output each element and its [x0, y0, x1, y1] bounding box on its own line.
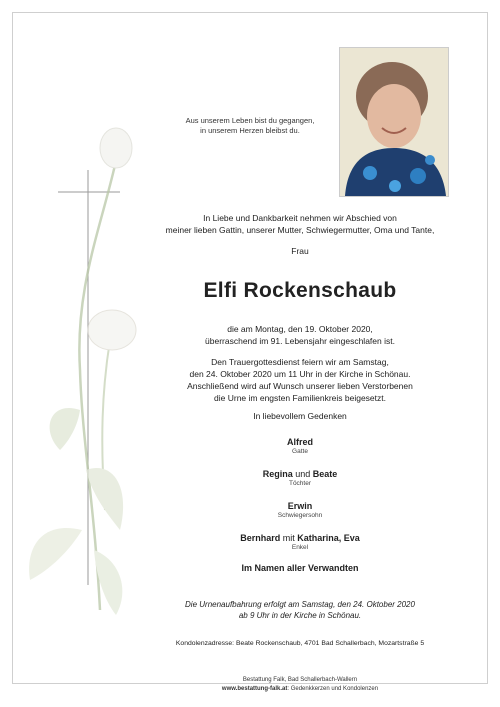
motto-line: Aus unserem Leben bist du gegangen,	[185, 116, 315, 125]
deceased-name: Elfi Rockenschaub	[203, 279, 397, 302]
mourner-name	[120, 469, 480, 479]
mourner-role: Schwiegersohn	[277, 512, 323, 519]
gedenken-heading: In liebevollem Gedenken	[253, 411, 347, 421]
mourner-role: Enkel	[291, 544, 309, 551]
mourner-entry	[120, 437, 480, 455]
service-line: den 24. Oktober 2020 um 11 Uhr in der Kirche in Schönau.	[189, 369, 411, 379]
portrait-photo	[339, 47, 449, 197]
footer-web-rest: : Gedenkkerzen und Kondolenzen	[287, 686, 379, 692]
mourner-first: Alfred	[286, 437, 313, 447]
condolence-address: Kondolenzadresse: Beate Rockenschaub, 4701 Bad Schallerbach, Mozartstraße 5	[175, 640, 425, 647]
service-line: Anschließend wird auf Wunsch unserer lieben Verstorbenen	[187, 381, 413, 391]
urn-note	[120, 599, 480, 621]
service-line: Den Trauergottesdienst feiern wir am Samstag,	[211, 357, 389, 367]
mourner-joiner: mit	[282, 533, 295, 543]
mourner-first: Erwin	[287, 501, 313, 511]
intro-line: meiner lieben Gattin, unserer Mutter, Schwiegermutter, Oma und Tante,	[165, 225, 435, 235]
mourner-name	[120, 533, 480, 543]
motto	[140, 116, 360, 136]
urn-note-line: ab 9 Uhr in der Kirche in Schönau.	[238, 611, 362, 620]
death-notice	[120, 323, 480, 347]
footer	[120, 676, 480, 694]
mourner-entry	[120, 501, 480, 519]
closing-line: Im Namen aller Verwandten	[241, 563, 359, 573]
mourner-role: Gatte	[292, 448, 308, 455]
service-line: die Urne im engsten Familienkreis beigesetzt.	[214, 393, 386, 403]
mourner-second: Katharina, Eva	[297, 533, 360, 543]
death-line: die am Montag, den 19. Oktober 2020,	[227, 324, 373, 334]
mourner-second: Beate	[312, 469, 338, 479]
mourner-name	[120, 437, 480, 447]
salutation: Frau	[291, 246, 309, 256]
mourner-entry	[120, 469, 480, 487]
urn-note-line: Die Urnenaufbahrung erfolgt am Samstag, den 24. Oktober 2020	[185, 600, 415, 609]
service-details	[120, 356, 480, 404]
footer-web	[120, 685, 480, 694]
cross-icon	[58, 170, 120, 585]
mourner-name	[120, 501, 480, 511]
mourner-joiner: und	[295, 469, 311, 479]
mourner-first: Regina	[262, 469, 293, 479]
intro-text	[120, 212, 480, 236]
mourner-role: Töchter	[288, 480, 312, 487]
intro-line: In Liebe und Dankbarkeit nehmen wir Abschied von	[203, 213, 397, 223]
mourner-entry	[120, 533, 480, 551]
website-link[interactable]: www.bestattung-falk.at	[221, 686, 288, 692]
footer-company: Bestattung Falk, Bad Schallerbach-Wallern	[242, 677, 358, 683]
motto-line: in unserem Herzen bleibst du.	[200, 126, 300, 135]
mourner-first: Bernhard	[240, 533, 281, 543]
death-line: überraschend im 91. Lebensjahr eingeschlafen ist.	[205, 336, 395, 346]
